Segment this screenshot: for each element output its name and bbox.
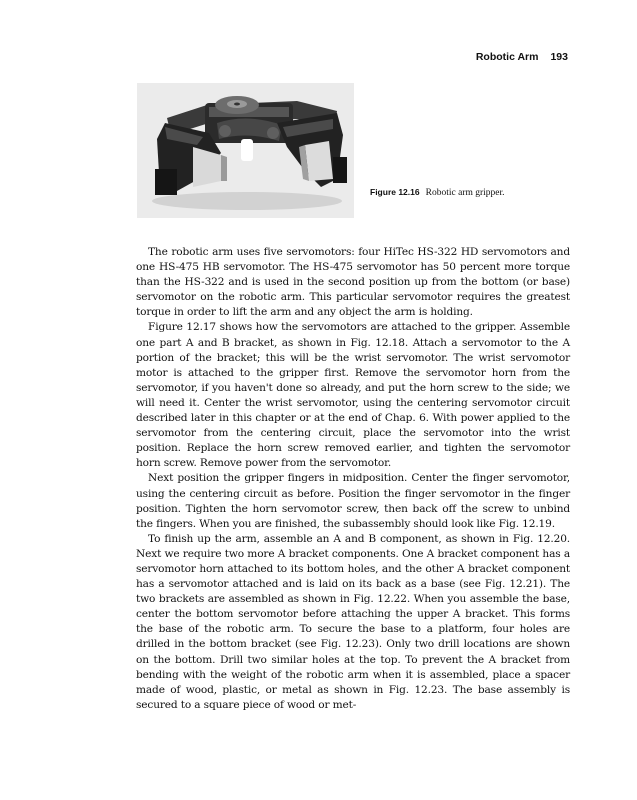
gripper-photo-icon <box>137 83 354 218</box>
paragraph: To finish up the arm, assemble an A and B component, as shown in Fig. 12.20. Next we require two more A bracket components. One A bracket component has a servomotor horn attached to its bottom holes, and the other A bracket component has a servomotor attached and is laid on its back as a base (see Fig. 12.21). The two brackets are assembled as shown in Fig. 12.22. When you assemble the base, center the bottom servomotor before attaching the upper A bracket. This forms the base of the robotic arm. To secure the base to a platform, four holes are drilled in the bottom bracket (see Fig. 12.23). Only two drill locations are shown on the bottom. Drill two similar holes at the top. To prevent the A bracket from bending with the weight of the robotic arm when it is assembled, place a spacer made of wood, plastic, or metal as shown in Fig. 12.23. The base assembly is secured to a square piece of wood or met- <box>136 532 570 711</box>
figure-label: Figure 12.16 <box>370 187 420 197</box>
body-text <box>136 245 570 713</box>
paragraph: The robotic arm uses five servomotors: four HiTec HS-322 HD servomotors and one HS-475 HB servomotor. The HS-475 servomotor has 50 percent more torque than the HS-322 and is used in the second position up from the bottom (or base) servomotor on the robotic arm. This particular servomotor requires the greatest torque in order to lift the arm and any object the arm is holding. <box>136 246 570 319</box>
figure-caption <box>370 187 505 198</box>
paragraph: Next position the gripper fingers in midposition. Center the finger servomotor, using the centering circuit as before. Position the finger servomotor in the finger position. Tighten the horn servomotor screw, then back off the screw to unbind the fingers. When you are finished, the subassembly should look like Fig. 12.19. <box>136 472 570 530</box>
running-head-title: Robotic Arm <box>475 51 539 63</box>
running-head <box>476 51 568 63</box>
figure-caption-text: Robotic arm gripper. <box>425 188 505 198</box>
page-number: 193 <box>550 51 568 63</box>
figure-photo <box>137 83 354 218</box>
paragraph: Figure 12.17 shows how the servomotors are attached to the gripper. Assemble one part A and B bracket, as shown in Fig. 12.18. Attach a servomotor to the A portion of the bracket; this will be the wrist servomotor. The wrist servomotor motor is attached to the gripper first. Remove the servomotor horn from the servomotor, if you haven't done so already, and put the horn screw to the side; we will need it. Center the wrist servomotor, using the centering servomotor circuit described later in this chapter or at the end of Chap. 6. With power applied to the servomotor from the centering circuit, place the servomotor into the wrist position. Replace the horn screw removed earlier, and tighten the servomotor horn screw. Remove power from the servomotor. <box>136 321 570 470</box>
